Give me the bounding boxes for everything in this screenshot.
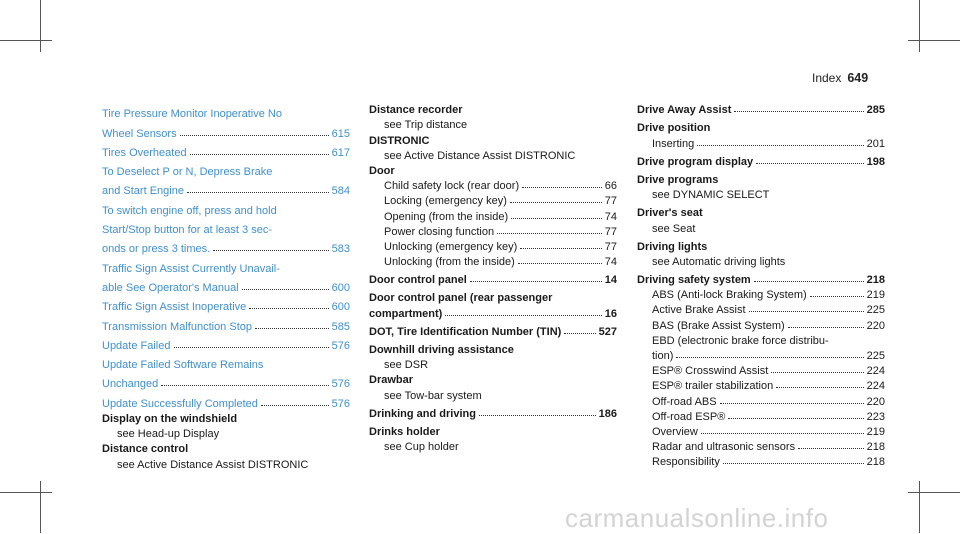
entry-text: see Cup holder <box>384 441 459 454</box>
entry-text: see DYNAMIC SELECT <box>652 189 770 202</box>
entry-text: EBD (electronic brake force distribu- <box>652 334 829 347</box>
entry-text: Door control panel <box>369 274 467 287</box>
page-number: 649 <box>847 71 869 85</box>
leader-dots <box>771 372 863 373</box>
crop-mark <box>919 481 920 533</box>
index-heading <box>637 101 885 116</box>
entry-text: onds or press 3 times. <box>102 243 211 256</box>
entry-text: Update Failed <box>102 339 171 352</box>
index-entry <box>369 438 617 453</box>
index-entry <box>637 423 885 438</box>
index-heading <box>637 153 885 168</box>
page-ref: 74 <box>604 256 617 269</box>
leader-dots <box>510 202 602 203</box>
entry-text: Drinks holder <box>369 425 440 438</box>
page-header <box>812 71 868 85</box>
leader-dots <box>479 415 596 416</box>
entry-text: Responsibility <box>652 456 720 469</box>
index-link-entry[interactable] <box>102 255 350 274</box>
index-column-3 <box>637 101 885 468</box>
entry-text: see Seat <box>652 222 696 235</box>
index-heading <box>369 162 617 177</box>
entry-text: see Trip distance <box>384 119 468 132</box>
entry-text: Unlocking (emergency key) <box>384 240 518 253</box>
entry-text: Drive program display <box>637 155 754 168</box>
crop-mark <box>919 0 920 52</box>
entry-text: Active Brake Assist <box>652 304 746 317</box>
page-ref: 77 <box>604 225 617 238</box>
page-ref: 218 <box>866 456 885 469</box>
index-entry <box>369 207 617 222</box>
index-entry <box>637 316 885 331</box>
leader-dots <box>213 250 328 251</box>
leader-dots <box>174 347 329 348</box>
entry-text: To switch engine off, press and hold <box>102 204 277 217</box>
leader-dots <box>720 403 864 404</box>
index-heading <box>637 119 885 134</box>
leader-dots <box>749 311 864 312</box>
index-link-entry[interactable] <box>102 294 350 313</box>
entry-text: Transmission Malfunction Stop <box>102 320 252 333</box>
index-entry <box>369 386 617 401</box>
entry-text: Traffic Sign Assist Currently Unavail- <box>102 262 280 275</box>
leader-dots <box>470 281 602 282</box>
entry-text: Drive programs <box>637 173 719 186</box>
entry-text: Drive position <box>637 122 711 135</box>
entry-text: DISTRONIC <box>369 134 430 147</box>
index-heading <box>102 410 350 425</box>
index-entry <box>637 219 885 234</box>
index-link-entry[interactable] <box>102 217 350 236</box>
entry-text: To Deselect P or N, Depress Brake <box>102 166 273 179</box>
page-ref: 584 <box>331 185 350 198</box>
leader-dots <box>187 192 329 193</box>
entry-text: Update Successfully Completed <box>102 397 258 410</box>
page-ref: 201 <box>866 137 885 150</box>
entry-text: Child safety lock (rear door) <box>384 180 520 193</box>
entry-text: Door control panel (rear passenger <box>369 292 553 305</box>
index-link-entry[interactable] <box>102 371 350 390</box>
index-heading <box>637 171 885 186</box>
index-entry <box>637 253 885 268</box>
leader-dots <box>255 328 329 329</box>
index-heading <box>637 204 885 219</box>
index-entry <box>637 134 885 149</box>
crop-mark <box>908 492 960 493</box>
leader-dots <box>511 218 602 219</box>
page-ref: 220 <box>866 319 885 332</box>
index-heading <box>369 271 617 286</box>
crop-mark <box>908 40 960 41</box>
entry-text: ABS (Anti-lock Braking System) <box>652 289 807 302</box>
page-ref: 218 <box>866 441 885 454</box>
entry-text: Driver's seat <box>637 207 703 220</box>
entry-text: BAS (Brake Assist System) <box>652 319 785 332</box>
entry-text: Opening (from the inside) <box>384 210 509 223</box>
entry-text: and Start Engine <box>102 185 184 198</box>
index-entry <box>637 438 885 453</box>
entry-text: Unlocking (from the inside) <box>384 256 515 269</box>
page-ref: 74 <box>604 210 617 223</box>
page-ref: 617 <box>331 146 350 159</box>
page-ref: 615 <box>331 127 350 140</box>
leader-dots <box>249 308 328 309</box>
index-entry <box>102 425 350 440</box>
page-ref: 527 <box>598 325 617 338</box>
page-ref: 600 <box>331 301 350 314</box>
crop-mark <box>40 0 41 52</box>
entry-text: Off-road ESP® <box>652 410 726 423</box>
index-entry <box>637 347 885 362</box>
index-link-entry[interactable] <box>102 236 350 255</box>
entry-text: Tire Pressure Monitor Inoperative No <box>102 108 282 121</box>
entry-text: Power closing function <box>384 225 495 238</box>
index-heading <box>369 131 617 146</box>
index-entry <box>369 238 617 253</box>
entry-text: Inserting <box>652 137 695 150</box>
index-entry <box>369 177 617 192</box>
entry-text: see Head-up Display <box>117 428 220 441</box>
entry-text: Display on the windshield <box>102 412 238 425</box>
index-heading <box>369 423 617 438</box>
page-ref: 224 <box>866 365 885 378</box>
index-entry <box>369 192 617 207</box>
entry-text: see Active Distance Assist DISTRONIC <box>117 458 309 471</box>
index-link-entry[interactable] <box>102 275 350 294</box>
entry-text: Unchanged <box>102 378 159 391</box>
leader-dots <box>788 327 864 328</box>
index-entry <box>637 301 885 316</box>
index-entry <box>369 147 617 162</box>
entry-text: see DSR <box>384 359 429 372</box>
index-link-entry[interactable] <box>102 120 350 139</box>
index-heading <box>369 323 617 338</box>
entry-text: Distance control <box>102 443 189 456</box>
crop-mark <box>40 481 41 533</box>
index-link-entry[interactable] <box>102 313 350 332</box>
page-ref: 576 <box>331 339 350 352</box>
index-heading <box>637 238 885 253</box>
entry-text: Downhill driving assistance <box>369 344 514 356</box>
page-ref: 77 <box>604 240 617 253</box>
leader-dots <box>445 315 601 316</box>
entry-text: Radar and ultrasonic sensors <box>652 441 796 454</box>
watermark: carmanualsonline.info <box>565 503 829 533</box>
entry-text: Driving lights <box>637 240 708 253</box>
leader-dots <box>564 333 595 334</box>
entry-text: see Automatic driving lights <box>652 255 786 268</box>
entry-text: Drive Away Assist <box>637 104 732 117</box>
leader-dots <box>810 296 864 297</box>
page-ref: 186 <box>598 407 617 420</box>
index-entry <box>637 186 885 201</box>
page-ref: 219 <box>866 289 885 302</box>
page-ref: 225 <box>866 350 885 362</box>
index-entry <box>369 253 617 268</box>
entry-text: see Tow-bar system <box>384 389 482 402</box>
entry-text: Drinking and driving <box>369 407 476 420</box>
index-column-1 <box>102 101 350 471</box>
entry-text: Traffic Sign Assist Inoperative <box>102 301 247 314</box>
index-heading <box>369 371 617 386</box>
index-heading <box>369 304 617 319</box>
entry-text: ESP® Crosswind Assist <box>652 365 769 378</box>
index-heading <box>369 289 617 304</box>
page-ref: 218 <box>866 274 885 287</box>
leader-dots <box>520 248 601 249</box>
entry-text: Off-road ABS <box>652 395 717 408</box>
leader-dots <box>754 281 864 282</box>
index-entry <box>637 377 885 392</box>
entry-text: ESP® trailer stabilization <box>652 380 774 393</box>
header-label: Index <box>812 71 842 85</box>
leader-dots <box>697 145 863 146</box>
index-heading <box>637 271 885 286</box>
index-entry <box>637 286 885 301</box>
page-ref: 223 <box>866 410 885 423</box>
leader-dots <box>497 233 602 234</box>
page-ref: 224 <box>866 380 885 393</box>
index-heading <box>369 405 617 420</box>
index-link-entry[interactable] <box>102 159 350 178</box>
index-entry <box>637 392 885 407</box>
entry-text: Wheel Sensors <box>102 127 177 140</box>
leader-dots <box>242 289 329 290</box>
page-ref: 77 <box>604 195 617 208</box>
leader-dots <box>798 448 864 449</box>
leader-dots <box>161 385 328 386</box>
index-heading <box>369 101 617 116</box>
leader-dots <box>728 418 863 419</box>
entry-text: compartment) <box>369 307 443 320</box>
page-ref: 220 <box>866 395 885 408</box>
entry-text: DOT, Tire Identification Number (TIN) <box>369 325 562 338</box>
leader-dots <box>190 154 329 155</box>
page-ref: 198 <box>866 155 885 168</box>
entry-text: Overview <box>652 425 698 438</box>
leader-dots <box>180 135 329 136</box>
index-entry <box>637 408 885 423</box>
entry-text: Distance recorder <box>369 104 463 117</box>
entry-text: able See Operator's Manual <box>102 281 239 294</box>
entry-text: tion) <box>652 350 674 362</box>
entry-text: Start/Stop button for at least 3 sec- <box>102 224 272 237</box>
entry-text: Locking (emergency key) <box>384 195 507 208</box>
index-column-2 <box>369 101 617 453</box>
index-entry <box>369 356 617 371</box>
leader-dots <box>734 111 863 112</box>
index-link-entry[interactable] <box>102 101 350 120</box>
index-entry <box>369 223 617 238</box>
entry-text: Tires Overheated <box>102 146 187 159</box>
index-entry <box>637 332 885 347</box>
leader-dots <box>701 433 864 434</box>
leader-dots <box>723 463 864 464</box>
index-heading <box>102 440 350 455</box>
index-link-entry[interactable] <box>102 352 350 371</box>
leader-dots <box>522 187 602 188</box>
page-ref: 585 <box>331 320 350 333</box>
page-ref: 66 <box>604 180 617 193</box>
page-ref: 576 <box>331 397 350 410</box>
index-link-entry[interactable] <box>102 390 350 409</box>
index-entry <box>369 116 617 131</box>
leader-dots <box>518 263 602 264</box>
page-ref: 14 <box>604 274 617 287</box>
index-heading <box>369 341 617 356</box>
page-ref: 219 <box>866 425 885 438</box>
page-ref: 16 <box>604 307 617 320</box>
index-entry <box>637 453 885 468</box>
entry-text: Driving safety system <box>637 274 751 287</box>
entry-text: Drawbar <box>369 374 414 387</box>
page-ref: 225 <box>866 304 885 317</box>
page-ref: 600 <box>331 281 350 294</box>
entry-text: Update Failed Software Remains <box>102 359 264 372</box>
leader-dots <box>756 163 863 164</box>
index-link-entry[interactable] <box>102 197 350 216</box>
page-ref: 285 <box>866 104 885 117</box>
index-link-entry[interactable] <box>102 333 350 352</box>
leader-dots <box>776 387 863 388</box>
leader-dots <box>261 405 329 406</box>
crop-mark <box>0 492 52 493</box>
index-link-entry[interactable] <box>102 140 350 159</box>
index-entry <box>102 455 350 470</box>
entry-text: Door <box>369 164 395 177</box>
index-link-entry[interactable] <box>102 178 350 197</box>
leader-dots <box>676 357 863 358</box>
index-entry <box>637 362 885 377</box>
page-ref: 576 <box>331 378 350 391</box>
page-ref: 583 <box>331 243 350 256</box>
crop-mark <box>0 40 52 41</box>
entry-text: see Active Distance Assist DISTRONIC <box>384 149 576 162</box>
